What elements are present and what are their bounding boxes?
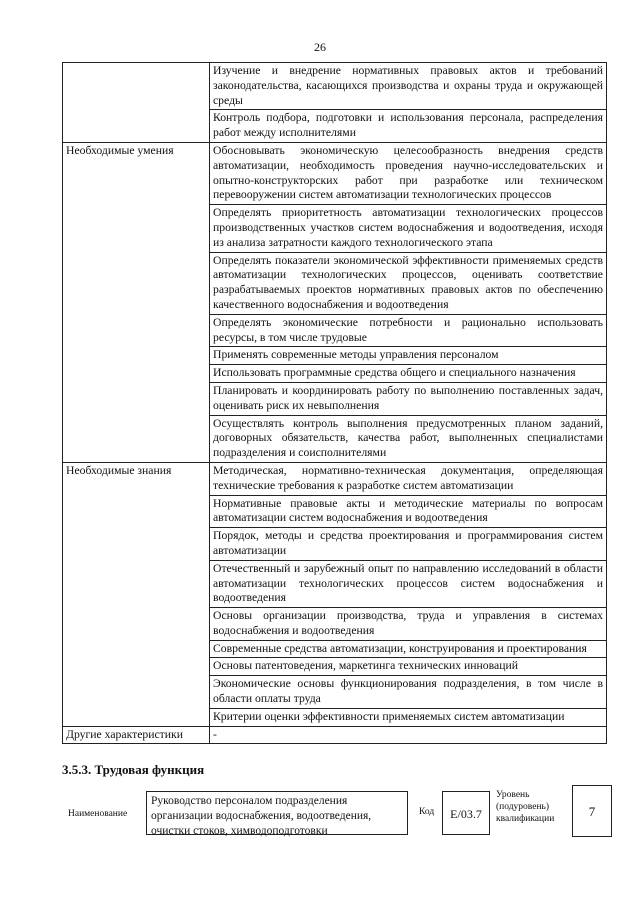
table-row: [63, 726, 607, 744]
row-value: Современные средства автоматизации, конструирования и проектирования: [210, 640, 607, 658]
labor-function-row: [62, 785, 607, 841]
name-value: Руководство персоналом подразделения организации водоснабжения, водоотведения, очистки стоков, химводоподготовки: [146, 791, 408, 835]
row-value: Основы патентоведения, маркетинга технических инноваций: [210, 658, 607, 676]
row-value: -: [210, 726, 607, 744]
row-value: Критерии оценки эффективности применяемых систем автоматизации: [210, 708, 607, 726]
row-value: Нормативные правовые акты и методические материалы по вопросам автоматизации систем водоснабжения и водоотведения: [210, 495, 607, 528]
section-heading: 3.5.3. Трудовая функция: [62, 762, 205, 777]
row-value: Определять показатели экономической эффективности применяемых средств автоматизации технологических процессов, оценивать соответствие разрабатываемых проектов нормативных правовых актов по обеспечению качественного водоснабжения и водоотведения: [210, 252, 607, 314]
row-value: Основы организации производства, труда и управления в системах водоснабжения и водоотведения: [210, 608, 607, 641]
row-value: Экономические основы функционирования подразделения, в том числе в области оплаты труда: [210, 676, 607, 709]
row-value: Методическая, нормативно-техническая документация, определяющая технические требования к разработке систем автоматизации: [210, 462, 607, 495]
row-value: Планировать и координировать работу по выполнению поставленных задач, оценивать риск их невыполнения: [210, 382, 607, 415]
name-label: Наименование: [68, 809, 128, 819]
row-value: Изучение и внедрение нормативных правовых актов и требований законодательства, касающихся производства и охраны труда и окружающей среды: [210, 63, 607, 110]
row-value: Использовать программные средства общего и специального назначения: [210, 365, 607, 383]
table-row: [63, 462, 607, 495]
competency-table: [62, 62, 607, 744]
row-label: Необходимые знания: [63, 462, 210, 726]
table-row: [63, 63, 607, 110]
code-value: E/03.7: [442, 791, 490, 835]
row-value: Определять экономические потребности и рационально использовать ресурсы, в том числе трудовые: [210, 314, 607, 347]
page-number: 26: [314, 40, 326, 54]
level-label: Уровень (подуровень) квалификации: [496, 790, 555, 824]
row-label: [63, 63, 210, 143]
table-row: [63, 142, 607, 204]
row-value: Осуществлять контроль выполнения предусмотренных планом заданий, договорных обязательств, качества работ, выполненных специалистами подразделения и соисполнителями: [210, 415, 607, 462]
row-label: Необходимые умения: [63, 142, 210, 462]
code-label: Код: [419, 807, 435, 817]
row-value: Контроль подбора, подготовки и использования персонала, распределения работ между исполнителями: [210, 110, 607, 143]
row-label: Другие характеристики: [63, 726, 210, 744]
row-value: Определять приоритетность автоматизации технологических процессов производственных участков систем водоснабжения и водоотведения, исходя из анализа затратности каждого технологического этапа: [210, 205, 607, 252]
row-value: Отечественный и зарубежный опыт по направлению исследований в области автоматизации технологических процессов систем водоснабжения и водоотведения: [210, 560, 607, 607]
row-value: Обосновывать экономическую целесообразность внедрения средств автоматизации, необходимость проведения научно-исследовательских и опытно-конструкторских работ при разработке или техническом перевооружении систем автоматизации технологических процессов: [210, 142, 607, 204]
level-value: 7: [572, 785, 612, 837]
row-value: Применять современные методы управления персоналом: [210, 347, 607, 365]
row-value: Порядок, методы и средства проектирования и программирования систем автоматизации: [210, 528, 607, 561]
